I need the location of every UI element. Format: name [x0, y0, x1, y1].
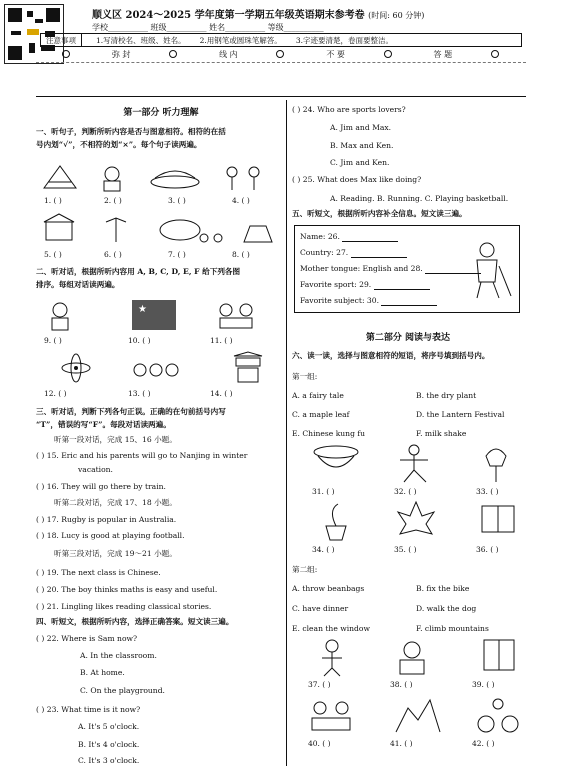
- q24-option-a: A. Jim and Max.: [330, 123, 392, 132]
- question-16: ( ) 16. They will go there by train.: [36, 482, 166, 491]
- g2-option-b: B. fix the bike: [416, 584, 470, 593]
- seal-divider: [36, 62, 526, 63]
- g2-option-a: A. throw beanbags: [292, 584, 365, 593]
- q32-label: 32. ( ): [394, 487, 417, 496]
- question-15-cont: vacation.: [78, 465, 113, 474]
- notice-2: 2.用钢笔或圆珠笔解答。: [199, 35, 282, 45]
- student-info-fields: 学校__________ 班级__________ 姓名__________ 等级__________: [92, 23, 324, 32]
- g1-option-f: F. milk shake: [416, 429, 467, 438]
- q22-option-b: B. At home.: [80, 668, 125, 677]
- q35-label: 35. ( ): [394, 545, 417, 554]
- q12-label: 12. ( ): [44, 389, 67, 398]
- q10-label: 10. ( ): [128, 336, 151, 345]
- g1-option-c: C. a maple leaf: [292, 410, 350, 419]
- part1-heading: 第一部分 听力理解: [123, 108, 199, 118]
- part2-heading: 第二部分 阅读与表达: [365, 333, 451, 343]
- q38-label: 38. ( ): [390, 680, 413, 689]
- section3-title: 三、听对话，判断下列各句正误。正确的在句前括号内写: [36, 407, 226, 416]
- section1-title-2: 号内划“√”，不相符的划“×”。每个句子读两遍。: [36, 140, 202, 149]
- svg-text:★: ★: [138, 304, 147, 315]
- section1-title: 一、听句子，判断所听内容是否与图意相符。相符的在括: [36, 127, 226, 136]
- dialogue2-note: 听第二段对话，完成 17、18 小题。: [54, 498, 177, 507]
- q22-option-c: C. On the playground.: [80, 686, 165, 695]
- q5-label: 5. ( ): [44, 250, 62, 259]
- q34-label: 34. ( ): [312, 545, 335, 554]
- box-line-name: Name: 26.: [300, 231, 398, 242]
- q11-label: 11. ( ): [210, 336, 233, 345]
- notice-1: 1.写清校名、班级、姓名。: [96, 35, 186, 45]
- question-25: ( ) 25. What does Max like doing?: [292, 175, 422, 184]
- q24-option-c: C. Jim and Ken.: [330, 158, 390, 167]
- picture-row-g1a: [296, 442, 522, 484]
- box-line-country: Country: 27.: [300, 247, 407, 258]
- hockey-player-icon: [465, 240, 515, 302]
- q40-label: 40. ( ): [308, 739, 331, 748]
- section3-title-2: “T”，错误的写“F”。每段对话读两遍。: [36, 420, 171, 429]
- q41-label: 41. ( ): [390, 739, 413, 748]
- picture-row-1: [40, 160, 280, 194]
- group1-label: 第一组:: [292, 372, 318, 381]
- g1-option-d: D. the Lantern Festival: [416, 410, 505, 419]
- question-17: ( ) 17. Rugby is popular in Australia.: [36, 515, 177, 524]
- g1-option-b: B. the dry plant: [416, 391, 477, 400]
- picture-row-g2a: [296, 636, 522, 678]
- q13-label: 13. ( ): [128, 389, 151, 398]
- q3-label: 3. ( ): [168, 196, 186, 205]
- picture-row-4: [40, 350, 280, 386]
- column-divider: [286, 100, 287, 766]
- seal-line: 弥 封 线 内 不 要 答 题: [62, 49, 502, 60]
- q6-label: 6. ( ): [104, 250, 122, 259]
- info-box: [294, 225, 520, 313]
- section6-title: 六、读一读，选择与图意相符的短语，将序号填到括号内。: [292, 351, 490, 360]
- q2-label: 2. ( ): [104, 196, 122, 205]
- q23-option-a: A. It's 5 o'clock.: [78, 722, 140, 731]
- q31-label: 31. ( ): [312, 487, 335, 496]
- dialogue1-note: 听第一段对话，完成 15、16 小题。: [54, 435, 177, 444]
- question-15: ( ) 15. Eric and his parents will go to Nanjing in winter: [36, 451, 248, 460]
- g1-option-a: A. a fairy tale: [292, 391, 344, 400]
- notice-label: 注意事项: [41, 34, 82, 46]
- box-line-subject: Favorite subject: 30.: [300, 295, 437, 306]
- question-18: ( ) 18. Lucy is good at playing football.: [36, 531, 185, 540]
- section4-title: 四、听短文，根据所听内容，选择正确答案。短文读三遍。: [36, 617, 234, 626]
- notice-box: [40, 33, 522, 47]
- q37-label: 37. ( ): [308, 680, 331, 689]
- g2-option-d: D. walk the dog: [416, 604, 477, 613]
- q36-label: 36. ( ): [476, 545, 499, 554]
- dialogue3-note: 听第三段对话，完成 19～21 小题。: [54, 549, 177, 558]
- box-line-sport: Favorite sport: 29.: [300, 279, 430, 290]
- q8-label: 8. ( ): [232, 250, 250, 259]
- q14-label: 14. ( ): [210, 389, 233, 398]
- picture-row-g2b: [296, 694, 522, 736]
- g2-option-e: E. clean the window: [292, 624, 370, 633]
- section2-title: 二、听对话，根据所听内容用 A, B, C, D, E, F 给下列各图: [36, 267, 241, 276]
- question-23: ( ) 23. What time is it now?: [36, 705, 141, 714]
- q4-label: 4. ( ): [232, 196, 250, 205]
- g2-option-c: C. have dinner: [292, 604, 349, 613]
- picture-row-3: [40, 298, 280, 332]
- g2-option-f: F. climb mountains: [416, 624, 489, 633]
- q7-label: 7. ( ): [168, 250, 186, 259]
- exam-title: 顺义区 2024～2025 学年度第一学期五年级英语期末参考卷 (时间: 60 分钟): [92, 10, 425, 21]
- group2-label: 第二组:: [292, 565, 318, 574]
- q39-label: 39. ( ): [472, 680, 495, 689]
- q23-option-c: C. It's 3 o'clock.: [78, 756, 140, 765]
- q22-option-a: A. In the classroom.: [80, 651, 157, 660]
- q33-label: 33. ( ): [476, 487, 499, 496]
- section5-title: 五、听短文，根据所听内容补全信息。短文读三遍。: [292, 209, 467, 218]
- q24-option-b: B. Max and Ken.: [330, 141, 394, 150]
- question-19: ( ) 19. The next class is Chinese.: [36, 568, 161, 577]
- q1-label: 1. ( ): [44, 196, 62, 205]
- question-21: ( ) 21. Lingling likes reading classical stories.: [36, 602, 212, 611]
- q9-label: 9. ( ): [44, 336, 62, 345]
- q42-label: 42. ( ): [472, 739, 495, 748]
- q25-options: A. Reading. B. Running. C. Playing basketball.: [330, 194, 509, 203]
- question-22: ( ) 22. Where is Sam now?: [36, 634, 138, 643]
- picture-row-2: [40, 212, 280, 246]
- notice-3: 3.字迹要清楚，卷面要整洁。: [295, 35, 393, 45]
- g1-option-e: E. Chinese kung fu: [292, 429, 366, 438]
- q23-option-b: B. It's 4 o'clock.: [78, 740, 140, 749]
- box-line-tongue: Mother tongue: English and 28.: [300, 263, 481, 274]
- question-20: ( ) 20. The boy thinks maths is easy and useful.: [36, 585, 218, 594]
- picture-row-g1b: [296, 500, 522, 542]
- section2-title-2: 排序。每组对话读两遍。: [36, 280, 120, 289]
- question-24: ( ) 24. Who are sports lovers?: [292, 105, 406, 114]
- top-rule: [36, 96, 526, 97]
